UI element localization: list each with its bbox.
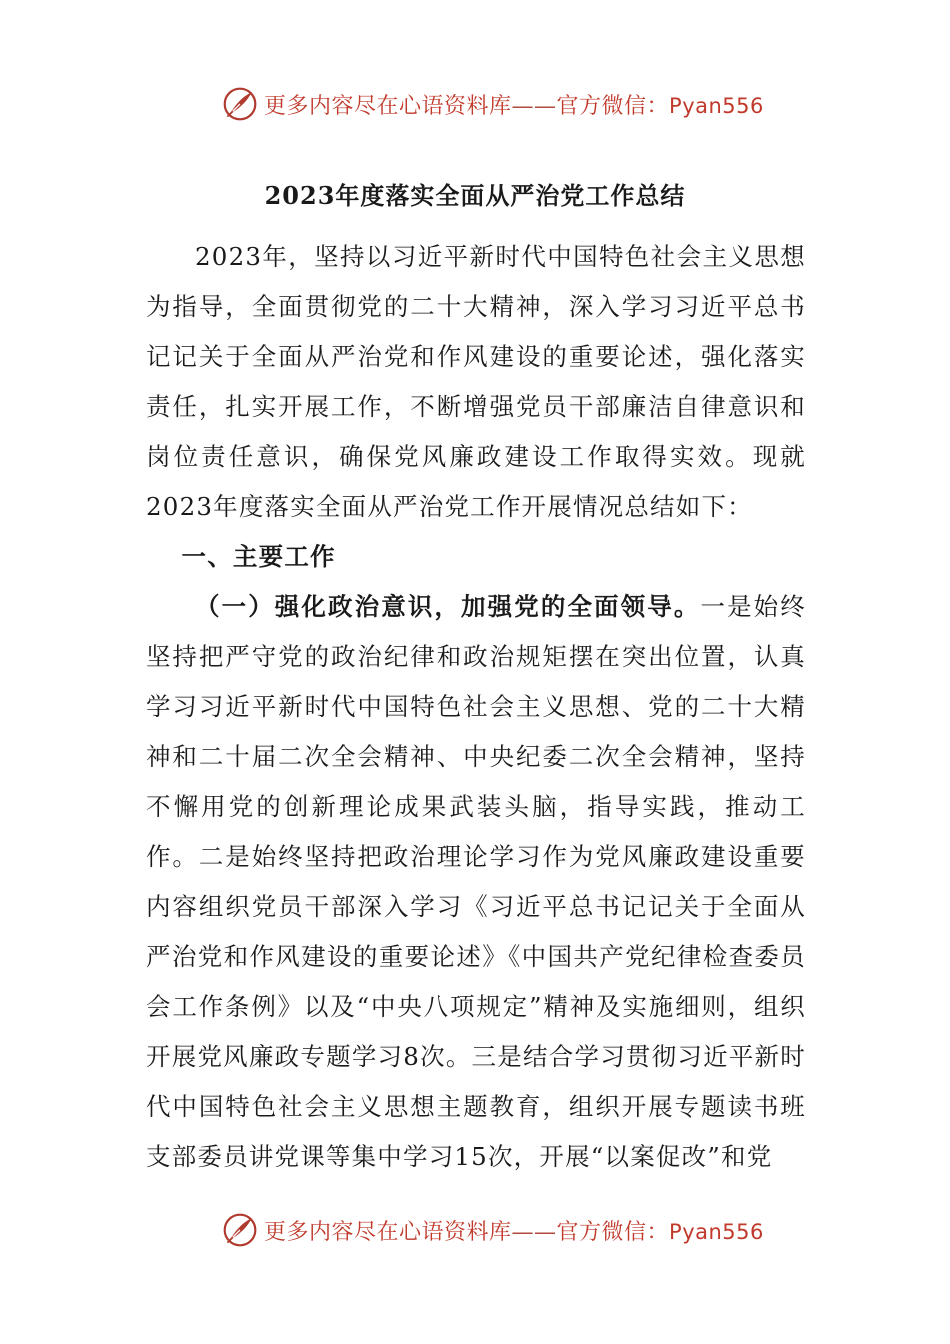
watermark-wechat-id: Pyan556 [669,93,764,118]
watermark-text [264,89,764,120]
quill-logo-icon [222,86,258,122]
subsection-paragraph [146,582,806,1182]
watermark-wechat-label: 官方微信： [556,1219,670,1245]
section-heading: 一、主要工作 [181,542,336,571]
intro-paragraph: 2023年，坚持以习近平新时代中国特色社会主义思想为指导，全面贯彻党的二十大精神，深入学习习近平总书记记关于全面从严治党和作风建设的重要论述，强化落实责任，扎实开展工作，不断增强党员干部廉洁自律意识和岗位责任意识，确保党风廉政建设工作取得实效。现就2023年度落实全面从严治党工作开展情况总结如下： [146,242,806,521]
subsection-lead: （一）强化政治意识，加强党的全面领导。 [195,592,701,621]
document-title: 2023年度落实全面从严治党工作总结 [264,181,686,210]
watermark-wechat-label: 官方微信： [556,93,670,119]
watermark-dash: —— [511,93,557,119]
quill-logo-icon [222,1212,258,1248]
watermark-dash: —— [511,1219,557,1245]
document-body [146,232,806,1182]
watermark-wechat-id: Pyan556 [669,1219,764,1244]
watermark-banner-top [222,82,764,126]
watermark-banner-bottom [222,1208,764,1252]
watermark-text [264,1215,764,1246]
watermark-prefix: 更多内容尽在心语资料库 [264,93,512,119]
watermark-prefix: 更多内容尽在心语资料库 [264,1219,512,1245]
subsection-body: 一是始终坚持把严守党的政治纪律和政治规矩摆在突出位置，认真学习习近平新时代中国特色社会主义思想、党的二十大精神和二十届二次全会精神、中央纪委二次全会精神，坚持不懈用党的创新理论成果武装头脑，指导实践，推动工作。二是始终坚持把政治理论学习作为党风廉政建设重要内容组织党员干部深入学习《习近平总书记记关于全面从严治党和作风建设的重要论述》《中国共产党纪律检查委员会工作条例》以及“中央八项规定”精神及实施细则，组织开展党风廉政专题学习8次。三是结合学习贯彻习近平新时代中国特色社会主义思想主题教育，组织开展专题读书班支部委员讲党课等集中学习15次，开展“以案促改”和党 [146,592,806,1171]
